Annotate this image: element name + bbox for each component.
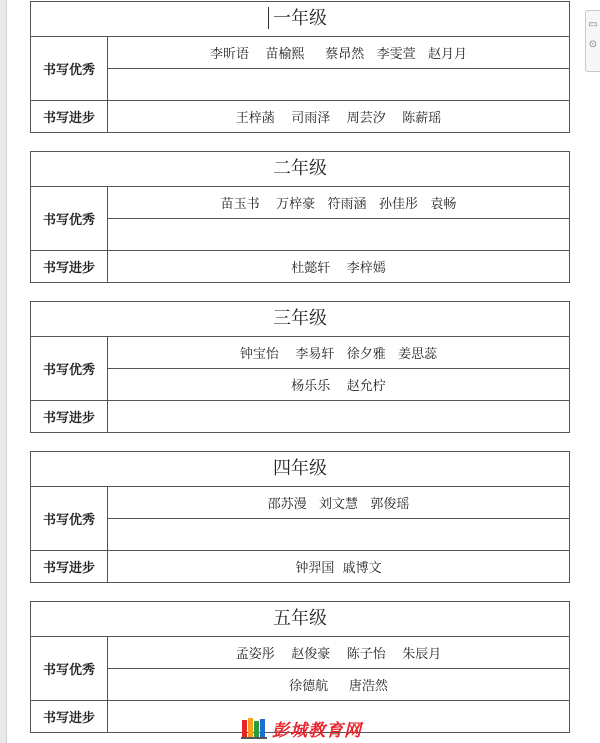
excellent-label: 书写优秀 (31, 487, 108, 550)
progress-label: 书写进步 (31, 101, 108, 132)
progress-row (31, 551, 569, 582)
grade-title: 三年级 (31, 302, 569, 337)
student-names-line[interactable]: 杨乐乐 赵允柠 (291, 379, 386, 394)
watermark-logo (240, 713, 362, 743)
progress-label: 书写进步 (31, 551, 108, 582)
grade-title: 一年级 (31, 2, 569, 37)
grade-title: 二年级 (31, 152, 569, 187)
student-names-line[interactable] (108, 519, 569, 550)
student-names-line[interactable]: 李昕语 苗榆熙 蔡昂然 李雯萱 赵月月 (108, 37, 569, 69)
student-names-line[interactable] (108, 401, 569, 432)
page-margin (0, 0, 7, 743)
progress-label: 书写进步 (31, 251, 108, 282)
progress-label: 书写进步 (31, 701, 108, 732)
excellent-label: 书写优秀 (31, 37, 108, 100)
student-names-line[interactable]: 钟羿国 戚博文 (295, 561, 382, 576)
student-names-line[interactable]: 徐德航 唐浩然 (289, 679, 388, 694)
grade-table (30, 451, 570, 583)
grade-title: 四年级 (31, 452, 569, 487)
excellent-label: 书写优秀 (31, 637, 108, 700)
student-names-line[interactable]: 邵苏漫 刘文慧 郭俊瑶 (108, 487, 569, 519)
settings-icon[interactable]: ⊙ (588, 39, 598, 50)
excellent-row (31, 487, 569, 551)
student-names-line[interactable] (108, 69, 569, 100)
excellent-label: 书写优秀 (31, 187, 108, 250)
student-names-line[interactable]: 苗玉书 万梓豪 符雨涵 孙佳彤 袁畅 (108, 187, 569, 219)
student-names-line[interactable]: 孟姿彤 赵俊豪 陈子怡 朱辰月 (108, 637, 569, 669)
student-names-line[interactable] (108, 219, 569, 250)
text-cursor (268, 7, 269, 29)
student-names-line[interactable]: 钟宝怡 李易轩 徐夕雅 姜思蕊 (108, 337, 569, 369)
watermark-text: 彭城教育网 (272, 720, 362, 741)
grade-table (30, 151, 570, 283)
excellent-row (31, 37, 569, 101)
grade-table (30, 301, 570, 433)
progress-row (31, 401, 569, 432)
excellent-row (31, 637, 569, 701)
excellent-row (31, 337, 569, 401)
student-names-line[interactable]: 王梓菡 司雨泽 周芸汐 陈薪瑶 (235, 111, 442, 126)
comment-icon[interactable]: ▭ (588, 19, 598, 30)
side-toolbar[interactable] (585, 10, 600, 72)
excellent-label: 书写优秀 (31, 337, 108, 400)
grade-title: 五年级 (31, 602, 569, 637)
progress-row (31, 251, 569, 282)
progress-row (31, 101, 569, 132)
progress-label: 书写进步 (31, 401, 108, 432)
books-icon (240, 716, 268, 740)
grade-table (30, 1, 570, 133)
excellent-row (31, 187, 569, 251)
student-names-line[interactable]: 杜懿轩 李梓嫣 (291, 261, 386, 276)
